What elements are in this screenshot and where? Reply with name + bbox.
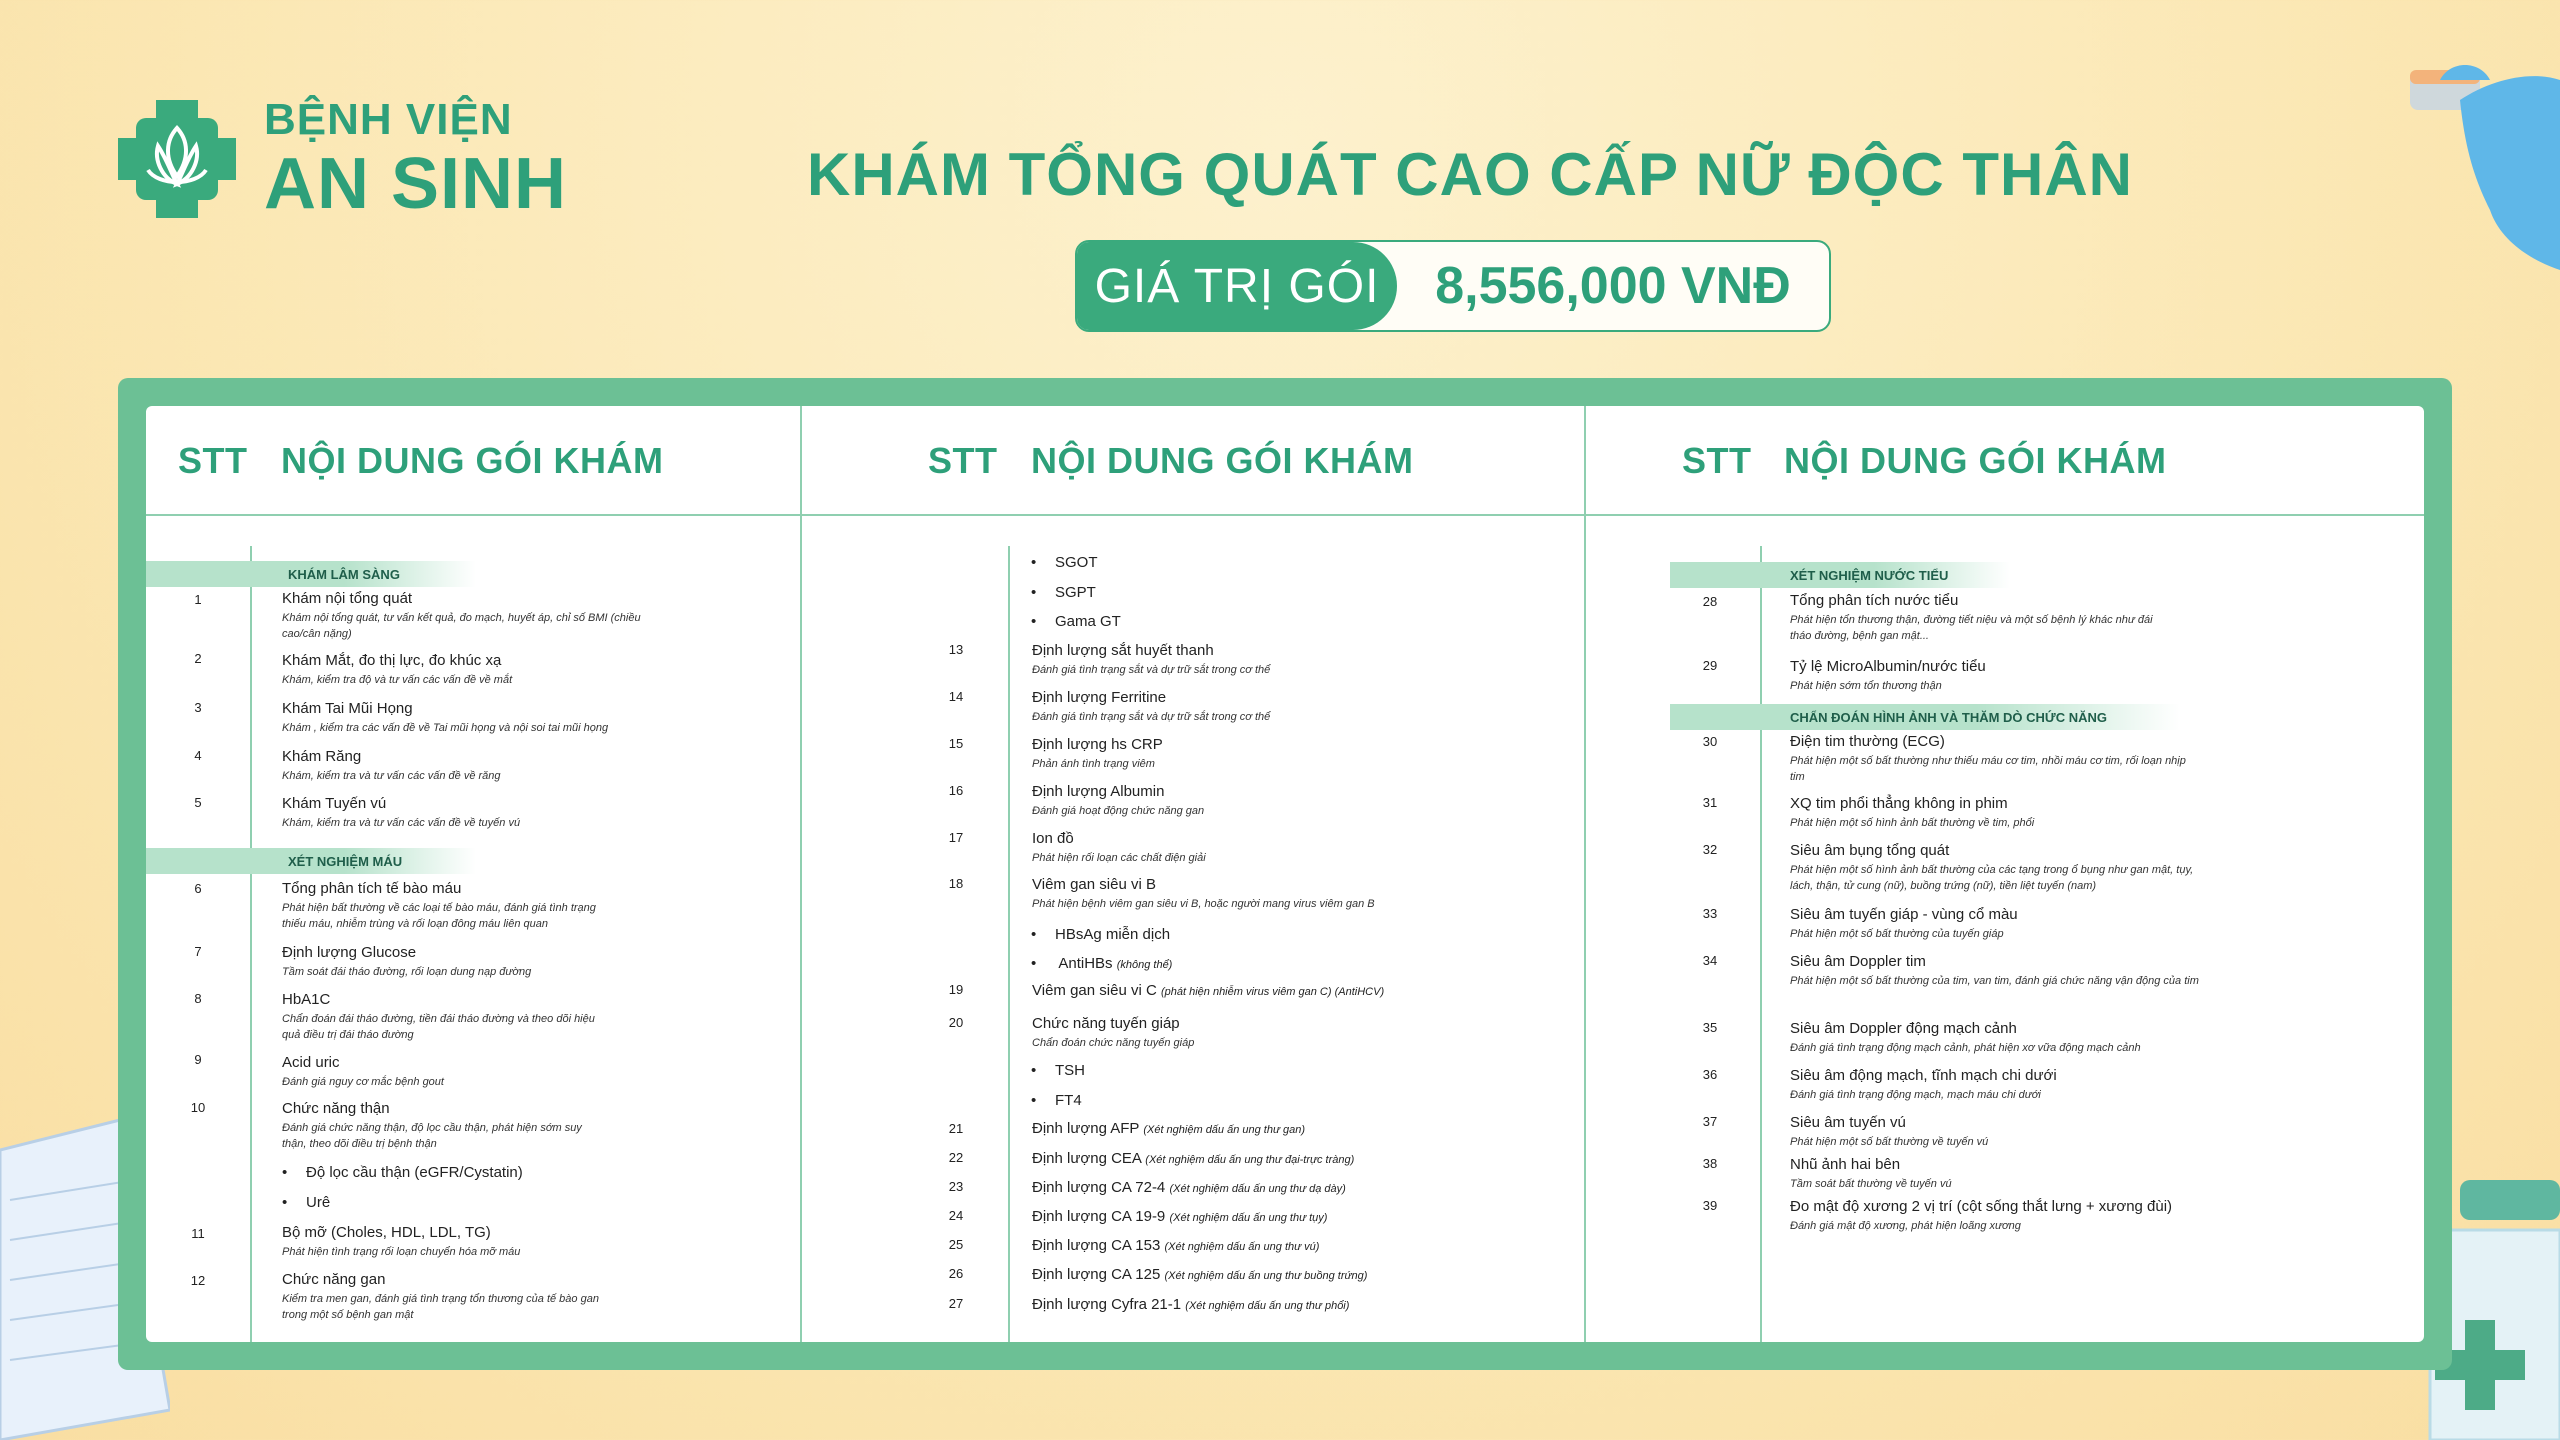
list-item	[1032, 830, 1532, 866]
item-desc: Phát hiện tổn thương thận, đường tiết niệu và một số bệnh lý khác như đái tháo đường, bệnh gan mật...	[1790, 614, 2153, 642]
list-item	[282, 590, 672, 642]
item-desc: Phát hiện bất thường về các loại tế bào máu, đánh giá tình trạng thiếu máu, nhiễm trùng và rối loạn đông máu liên quan	[282, 902, 596, 930]
item-desc: Tầm soát bất thường về tuyến vú	[1790, 1178, 1952, 1190]
section-header: CHẨN ĐOÁN HÌNH ẢNH VÀ THĂM DÒ CHỨC NĂNG	[1670, 704, 2180, 730]
item-name: Siêu âm Doppler động mạch cảnh	[1790, 1020, 2017, 1037]
list-item	[1790, 953, 2200, 989]
item-name: Siêu âm tuyến giáp - vùng cổ màu	[1790, 906, 2018, 923]
gloved-hand-icon	[2380, 40, 2560, 270]
list-item	[1790, 592, 2160, 644]
list-item	[1032, 876, 1552, 912]
list-item	[1032, 1015, 1532, 1051]
item-note: (phát hiện nhiễm virus viêm gan C) (AntiHCV)	[1160, 986, 1385, 998]
list-item	[1790, 795, 2290, 831]
item-note: (Xét nghiệm dấu ấn ung thư buồng trứng)	[1164, 1270, 1368, 1282]
item-desc: Khám , kiểm tra các vấn đề về Tai mũi họng và nội soi tai mũi họng	[282, 722, 609, 734]
list-item	[1032, 982, 1552, 999]
item-name	[1032, 1120, 1552, 1137]
list-item	[1790, 733, 2190, 785]
list-item	[1032, 1150, 1552, 1167]
list-item	[282, 652, 702, 688]
sub-item: • SGOT	[1031, 554, 1098, 571]
item-number: 35	[1702, 1020, 1718, 1035]
item-number: 11	[191, 1226, 205, 1241]
list-item	[1032, 783, 1532, 819]
item-name: Siêu âm động mạch, tĩnh mạch chi dưới	[1790, 1067, 2057, 1084]
item-number: 7	[194, 944, 202, 959]
item-number: 15	[948, 736, 964, 751]
sub-item-note: (không thể)	[1116, 959, 1173, 971]
item-number: 17	[948, 830, 964, 845]
header-stt: STT	[1682, 440, 1752, 481]
sub-item	[1031, 955, 1172, 972]
list-item	[1790, 842, 2210, 894]
header-content: NỘI DUNG GÓI KHÁM	[1031, 440, 1414, 481]
list-item	[282, 795, 702, 831]
sub-item: • TSH	[1031, 1062, 1085, 1079]
item-number: 9	[194, 1052, 202, 1067]
item-name: Ion đồ	[1032, 830, 1074, 847]
item-name: Viêm gan siêu vi B	[1032, 876, 1156, 893]
item-number: 13	[948, 642, 964, 657]
item-desc: Phát hiện một số bất thường của tim, van tim, đánh giá chức năng vận động của tim	[1790, 975, 2199, 987]
item-name: Tổng phân tích nước tiểu	[1790, 592, 1959, 609]
item-desc: Đánh giá tình trạng sắt và dự trữ sắt trong cơ thể	[1032, 711, 1271, 723]
section-header: XÉT NGHIỆM MÁU	[146, 848, 476, 874]
item-name: Đo mật độ xương 2 vị trí (cột sống thắt lưng + xương đùi)	[1790, 1198, 2173, 1215]
item-number: 18	[948, 876, 964, 891]
item-name: Siêu âm Doppler tim	[1790, 953, 1926, 970]
item-desc: Phản ánh tình trạng viêm	[1032, 758, 1155, 770]
item-number: 28	[1702, 594, 1718, 609]
item-number: 24	[948, 1208, 964, 1223]
item-name: Khám Mắt, đo thị lực, đo khúc xạ	[282, 652, 502, 669]
item-desc: Phát hiện bệnh viêm gan siêu vi B, hoặc người mang virus viêm gan B	[1032, 898, 1375, 910]
item-name: Điện tim thường (ECG)	[1790, 733, 1945, 750]
item-name	[1032, 1266, 1552, 1283]
item-name-text: Định lượng Cyfra 21-1	[1032, 1296, 1182, 1313]
item-name: Siêu âm bụng tổng quát	[1790, 842, 1950, 859]
list-item	[1790, 1067, 2270, 1103]
item-name	[1032, 1150, 1552, 1167]
item-note: (Xét nghiệm dấu ấn ung thư gan)	[1143, 1124, 1306, 1136]
item-name-text: Định lượng CA 72-4	[1032, 1179, 1166, 1196]
list-item	[1790, 1020, 2270, 1056]
item-desc: Phát hiện rối loạn các chất điện giải	[1032, 852, 1206, 864]
item-number: 25	[948, 1237, 964, 1252]
list-item	[1032, 1208, 1552, 1225]
item-number: 30	[1702, 734, 1718, 749]
item-desc: Đánh giá tình trạng động mạch, mạch máu chi dưới	[1790, 1089, 2041, 1101]
item-name-text: Định lượng CEA	[1032, 1150, 1142, 1167]
item-number: 1	[194, 592, 202, 607]
package-table-panel	[118, 378, 2452, 1370]
list-item	[282, 991, 612, 1043]
item-number: 10	[190, 1100, 206, 1115]
item-desc: Tầm soát đái tháo đường, rối loạn dung nạp đường	[282, 966, 532, 978]
item-desc: Đánh giá mật độ xương, phát hiện loãng xương	[1790, 1220, 2021, 1232]
item-desc: Đánh giá tình trạng sắt và dự trữ sắt trong cơ thể	[1032, 664, 1271, 676]
item-number: 12	[190, 1273, 206, 1288]
item-name: Định lượng Ferritine	[1032, 689, 1167, 706]
item-number: 2	[194, 651, 202, 666]
item-number: 8	[194, 991, 202, 1006]
list-item	[1032, 1179, 1552, 1196]
sub-item: • Độ lọc cầu thận (eGFR/Cystatin)	[282, 1164, 523, 1181]
item-desc: Khám nội tổng quát, tư vấn kết quả, đo mạch, huyết áp, chỉ số BMI (chiều cao/cân nặng)	[282, 612, 641, 640]
item-number: 32	[1702, 842, 1718, 857]
logo-line-1: BỆNH VIỆN	[264, 95, 513, 144]
item-desc: Đánh giá tình trạng động mạch cảnh, phát hiện xơ vữa động mạch cảnh	[1790, 1042, 2141, 1054]
item-name: Định lượng Glucose	[282, 944, 417, 961]
list-item	[282, 1054, 702, 1090]
item-name: Siêu âm tuyến vú	[1790, 1114, 1906, 1131]
list-item	[1790, 1114, 2270, 1150]
item-desc: Khám, kiểm tra độ và tư vấn các vấn đề về mắt	[282, 674, 513, 686]
package-table	[146, 406, 2424, 1342]
list-item	[1032, 1296, 1552, 1313]
section-header: XÉT NGHIỆM NƯỚC TIỂU	[1670, 562, 2010, 588]
item-number: 20	[948, 1015, 964, 1030]
item-name: HbA1C	[282, 991, 331, 1008]
item-note: (Xét nghiệm dấu ấn ung thư dạ dày)	[1169, 1183, 1346, 1195]
header-stt: STT	[178, 440, 248, 481]
item-desc: Đánh giá hoạt động chức năng gan	[1032, 805, 1205, 817]
item-number: 37	[1702, 1114, 1718, 1129]
item-desc: Chẩn đoán đái tháo đường, tiền đái tháo đường và theo dõi hiệu quả điều trị đái tháo đường	[282, 1013, 595, 1041]
item-number: 31	[1702, 795, 1718, 810]
item-note: (Xét nghiệm dấu ấn ung thư đại-trực tràng)	[1145, 1154, 1355, 1166]
item-name	[1032, 1296, 1552, 1313]
list-item	[1790, 1198, 2350, 1234]
item-name: Định lượng Albumin	[1032, 783, 1165, 800]
item-number: 4	[194, 748, 202, 763]
sub-item-label: AntiHBs	[1058, 955, 1113, 972]
item-note: (Xét nghiệm dấu ấn ung thư vú)	[1164, 1241, 1320, 1253]
list-item	[282, 1224, 702, 1260]
item-number: 39	[1702, 1198, 1718, 1213]
item-number: 6	[194, 881, 202, 896]
item-desc: Phát hiện một số bất thường về tuyến vú	[1790, 1136, 1989, 1148]
section-header: KHÁM LÂM SÀNG	[146, 561, 476, 587]
item-name: Tỷ lệ MicroAlbumin/nước tiểu	[1790, 658, 1986, 675]
header-stt: STT	[928, 440, 998, 481]
item-name	[1032, 982, 1552, 999]
list-item	[282, 748, 702, 784]
item-number: 14	[948, 689, 964, 704]
sub-item: • Gama GT	[1031, 613, 1121, 630]
item-desc: Phát hiện một số hình ảnh bất thường của các tạng trong ổ bụng như gan mật, tụy, lách, thận, tử cung (nữ), buồng trứng (nữ), tiền liệt tuyến (nam)	[1790, 864, 2194, 892]
item-name: Khám Tai Mũi Họng	[282, 700, 413, 717]
item-name: Tổng phân tích tế bào máu	[282, 880, 462, 897]
item-desc: Chẩn đoán chức năng tuyến giáp	[1032, 1037, 1195, 1049]
header-content: NỘI DUNG GÓI KHÁM	[1784, 440, 2167, 481]
item-note: (Xét nghiệm dấu ấn ung thư tụy)	[1169, 1212, 1328, 1224]
item-number: 5	[194, 795, 202, 810]
item-name: Định lượng sắt huyết thanh	[1032, 642, 1214, 659]
item-number: 22	[948, 1150, 964, 1165]
list-item	[282, 1100, 602, 1152]
item-desc: Khám, kiểm tra và tư vấn các vấn đề về răng	[282, 770, 501, 782]
item-name: Chức năng thận	[282, 1100, 390, 1117]
item-desc: Phát hiện tình trạng rối loạn chuyển hóa mỡ máu	[282, 1246, 521, 1258]
item-name: XQ tim phổi thẳng không in phim	[1790, 795, 2008, 812]
list-item	[282, 944, 702, 980]
item-number: 16	[948, 783, 964, 798]
list-item	[1790, 1156, 2270, 1192]
list-item	[1032, 1266, 1552, 1283]
item-name	[1032, 1179, 1552, 1196]
item-desc: Kiểm tra men gan, đánh giá tình trạng tổn thương của tế bào gan trong một số bệnh gan mật	[282, 1293, 599, 1321]
item-name: Khám Tuyến vú	[282, 795, 387, 812]
page-title: KHÁM TỔNG QUÁT CAO CẤP NỮ ĐỘC THÂN	[807, 141, 2133, 208]
item-name: Bộ mỡ (Choles, HDL, LDL, TG)	[282, 1224, 491, 1241]
list-item	[282, 700, 702, 736]
list-item	[282, 1271, 622, 1323]
item-desc: Phát hiện một số bất thường của tuyến giáp	[1790, 928, 2004, 940]
item-name: Khám Răng	[282, 748, 362, 765]
sub-item: • SGPT	[1031, 584, 1096, 601]
price-label: GIÁ TRỊ GÓI	[1077, 242, 1397, 330]
item-name: Nhũ ảnh hai bên	[1790, 1156, 1901, 1173]
item-desc: Phát hiện sớm tổn thương thận	[1790, 680, 1942, 692]
logo-line-2: AN SINH	[264, 144, 568, 224]
list-item	[1032, 1237, 1552, 1254]
list-item	[1032, 736, 1532, 772]
item-desc: Phát hiện một số bất thường như thiếu máu cơ tim, nhồi máu cơ tim, rối loạn nhịp tim	[1790, 755, 2186, 783]
item-number: 3	[194, 700, 202, 715]
item-number: 33	[1702, 906, 1718, 921]
item-name-text: Định lượng AFP	[1032, 1120, 1140, 1137]
item-number: 19	[948, 982, 964, 997]
item-name-text: Viêm gan siêu vi C	[1032, 982, 1157, 999]
sub-item: • FT4	[1031, 1092, 1082, 1109]
list-item	[282, 880, 612, 932]
item-number: 27	[948, 1296, 964, 1311]
list-item	[1032, 689, 1532, 725]
list-item	[1790, 658, 2210, 694]
item-name: Định lượng hs CRP	[1032, 736, 1163, 753]
item-name: Chức năng gan	[282, 1271, 386, 1288]
item-name-text: Định lượng CA 153	[1032, 1237, 1161, 1254]
item-desc: Đánh giá chức năng thận, độ lọc cầu thận, phát hiện sớm suy thận, theo dõi điều trị bệnh thận	[282, 1122, 582, 1150]
list-item	[1790, 906, 2290, 942]
package-price	[1075, 240, 1831, 332]
item-number: 36	[1702, 1067, 1718, 1082]
item-note: (Xét nghiệm dấu ấn ung thư phổi)	[1185, 1300, 1350, 1312]
item-name-text: Định lượng CA 19-9	[1032, 1208, 1166, 1225]
item-number: 29	[1702, 658, 1718, 673]
header-content: NỘI DUNG GÓI KHÁM	[281, 440, 664, 481]
item-number: 38	[1702, 1156, 1718, 1171]
item-desc: Khám, kiểm tra và tư vấn các vấn đề về tuyến vú	[282, 817, 521, 829]
list-item	[1032, 642, 1532, 678]
item-number: 23	[948, 1179, 964, 1194]
item-desc: Đánh giá nguy cơ mắc bệnh gout	[282, 1076, 444, 1088]
item-number: 34	[1702, 953, 1718, 968]
price-value: 8,556,000 VNĐ	[1435, 257, 1791, 315]
item-name: Acid uric	[282, 1054, 340, 1071]
sub-item: • HBsAg miễn dịch	[1031, 926, 1170, 943]
item-desc: Phát hiện một số hình ảnh bất thường về tim, phổi	[1790, 817, 2035, 829]
item-number: 21	[948, 1121, 964, 1136]
item-number: 26	[948, 1266, 964, 1281]
item-name: Chức năng tuyến giáp	[1032, 1015, 1180, 1032]
item-name-text: Định lượng CA 125	[1032, 1266, 1161, 1283]
list-item	[1032, 1120, 1552, 1137]
item-name	[1032, 1237, 1552, 1254]
item-name: Khám nội tổng quát	[282, 590, 413, 607]
item-name	[1032, 1208, 1552, 1225]
sub-item: • Urê	[282, 1194, 330, 1211]
